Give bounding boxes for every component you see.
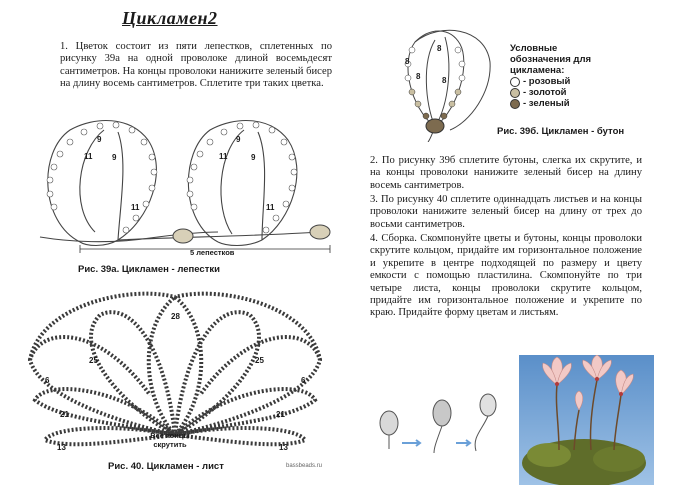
bead-swatch-icon <box>510 88 520 98</box>
fig40-label: 13 <box>57 443 66 452</box>
fig40-wire-note: Все концы скрутить <box>150 431 190 449</box>
instruction-step-2: 2. По рисунку 39б сплетите бутоны, слегка их скрутите, и на концы проволоки нанижите зеленый бисер на длину восемь сантиметров. <box>370 155 642 191</box>
fig39a-label: 9 <box>251 153 256 162</box>
fig40-label: 13 <box>279 443 288 452</box>
fig39a-label: 9 <box>97 135 102 144</box>
bead-swatch-icon <box>510 77 520 87</box>
fig40-label: 21 <box>60 410 69 419</box>
legend-item: - золотой <box>510 87 620 98</box>
fig39a-label: 9 <box>236 135 241 144</box>
legend-item: - зеленый <box>510 98 620 109</box>
fig39a-caption: Рис. 39а. Цикламен - лепестки <box>78 264 220 275</box>
fig39b-label: 8 <box>416 72 421 81</box>
bud-sequence-photos <box>372 385 512 465</box>
fig40-label: 21 <box>276 410 285 419</box>
instruction-step-1: 1. Цветок состоит из пяти лепестков, сплетенных по рисунку 39а на одной проволоке длиной восемьдесят сантиметров. На концы проволоки нанижите зеленый бисер на длину восемь сантиметров. Сплетите три таких цветка. <box>60 41 332 90</box>
fig40-label: 6 <box>45 376 50 385</box>
instruction-step-3: 3. По рисунку 40 сплетите одиннадцать листьев и на концы проволоки нанижите зеленый бисер на длину от трех до восьми сантиметров. <box>370 194 642 230</box>
fig40-label: 28 <box>171 312 180 321</box>
legend <box>510 43 620 109</box>
fig40-label: 25 <box>89 356 98 365</box>
fig40-label: 25 <box>255 356 264 365</box>
fig39a-label: 11 <box>84 152 93 161</box>
legend-item: - розовый <box>510 76 620 87</box>
fig39b-caption: Рис. 39б. Цикламен - бутон <box>497 126 625 137</box>
fig39b-label: 8 <box>437 44 442 53</box>
instruction-step-4: 4. Сборка. Скомпонуйте цветы и бутоны, концы проволоки скрутите кольцом, придайте им горизонтальное положение и укрепите в центре подходящей по размеру и цвету емкости с помощью пластилина. Скомпонуйте по три четыре листа, концы проволоки скрутите кольцом, придайте им горизонтальное положение и укрепите по краю. Придайте форму цветам и листьям. <box>370 233 642 319</box>
fig39a-label: 9 <box>112 153 117 162</box>
bead-swatch-icon <box>510 99 520 109</box>
fig39a-petals-diagram <box>0 112 340 262</box>
legend-heading: Условные обозначения для цикламена: <box>510 43 592 76</box>
fig40-label: 6 <box>301 376 306 385</box>
page-title: Цикламен2 <box>122 8 218 28</box>
fig39a-dimension-label: 5 лепестков <box>190 248 235 257</box>
fig39b-label: 8 <box>442 76 447 85</box>
fig40-caption: Рис. 40. Цикламен - лист <box>108 461 224 472</box>
fig39a-label: 11 <box>219 152 228 161</box>
fig39a-label: 11 <box>266 203 275 212</box>
finished-cyclamen-photo <box>519 355 654 485</box>
watermark: bassbeads.ru <box>286 463 323 469</box>
fig39a-label: 11 <box>131 203 140 212</box>
fig39b-label: 8 <box>405 57 410 66</box>
